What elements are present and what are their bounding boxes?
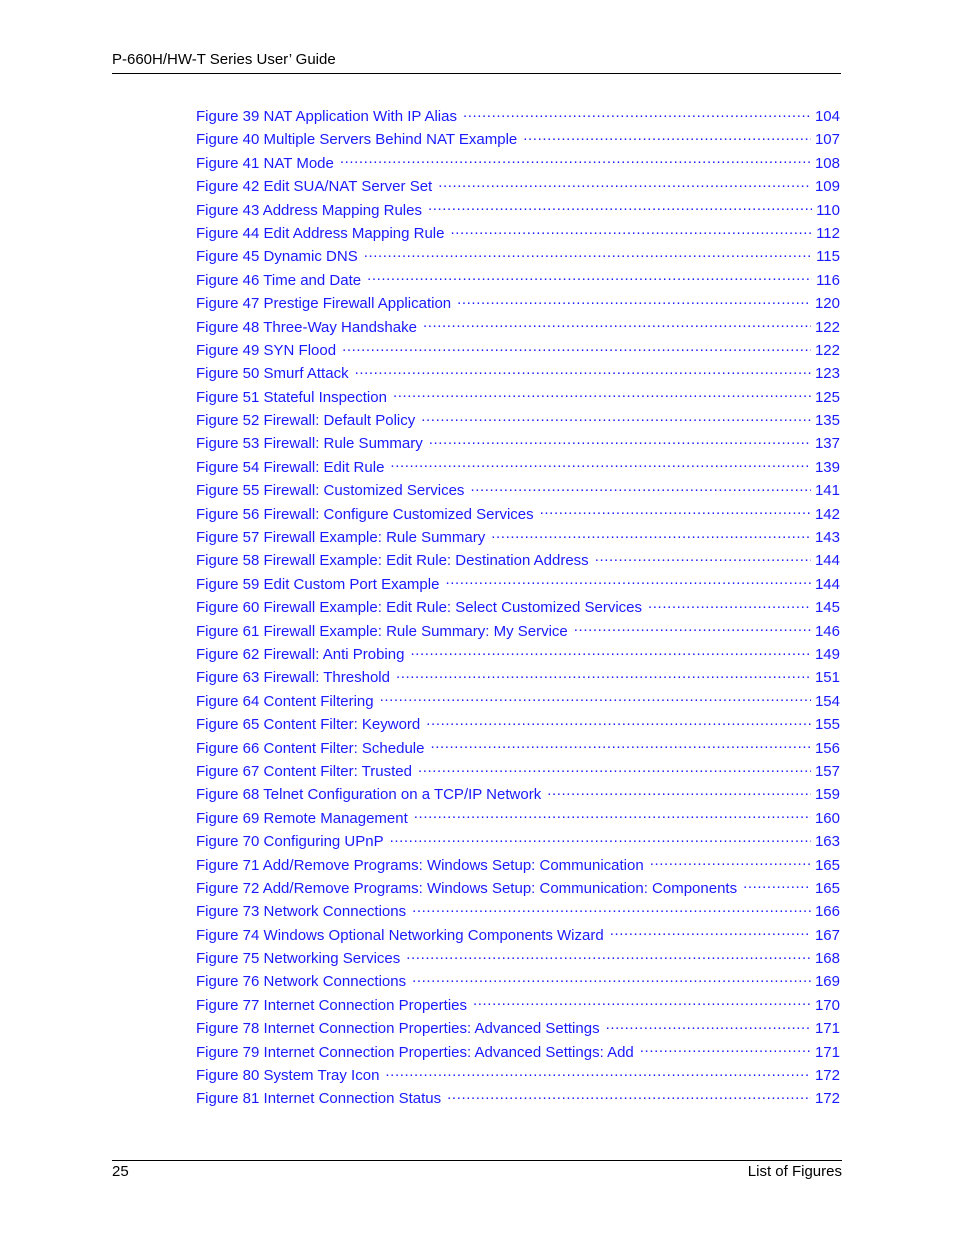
- toc-entry-title[interactable]: Figure 50 Smurf Attack: [196, 365, 349, 383]
- dot-leader: [610, 926, 811, 940]
- toc-entry-page[interactable]: 122: [814, 341, 840, 359]
- dot-leader: [640, 1043, 811, 1057]
- toc-entry-title[interactable]: Figure 42 Edit SUA/NAT Server Set: [196, 178, 433, 196]
- toc-entry-title[interactable]: Figure 77 Internet Connection Properties: [196, 996, 467, 1014]
- toc-entry-title[interactable]: Figure 43 Address Mapping Rules: [196, 201, 422, 219]
- toc-entry[interactable]: [196, 994, 840, 1017]
- toc-entry-title[interactable]: Figure 80 System Tray Icon: [196, 1067, 380, 1085]
- toc-entry-page[interactable]: 151: [814, 669, 840, 687]
- toc-entry-page[interactable]: 112: [816, 224, 840, 242]
- dot-leader: [547, 785, 811, 799]
- toc-entry-page[interactable]: 165: [814, 879, 840, 897]
- toc-entry-page[interactable]: 166: [814, 903, 840, 921]
- page-number: 25: [112, 1163, 129, 1180]
- toc-entry-page[interactable]: 169: [814, 973, 840, 991]
- toc-entry-title[interactable]: Figure 74 Windows Optional Networking Components Wizard: [196, 926, 604, 944]
- toc-entry-title[interactable]: Figure 61 Firewall Example: Rule Summary: My Service: [196, 622, 568, 640]
- toc-entry[interactable]: [196, 105, 840, 128]
- toc-entry-page[interactable]: 139: [814, 458, 840, 476]
- toc-entry-page[interactable]: 163: [814, 833, 840, 851]
- dot-leader: [426, 715, 811, 729]
- toc-entry-title[interactable]: Figure 41 NAT Mode: [196, 154, 334, 172]
- toc-entry-page[interactable]: 168: [814, 950, 840, 968]
- toc-entry[interactable]: [196, 947, 840, 970]
- toc-entry-page[interactable]: 107: [814, 131, 840, 149]
- dot-leader: [457, 294, 811, 308]
- dot-leader: [428, 201, 812, 215]
- toc-entry-title[interactable]: Figure 40 Multiple Servers Behind NAT Example: [196, 131, 518, 149]
- toc-entry-page[interactable]: 172: [814, 1090, 840, 1108]
- dot-leader: [423, 318, 811, 332]
- dot-leader: [385, 1066, 811, 1080]
- toc-entry[interactable]: [196, 386, 840, 409]
- toc-entry-title[interactable]: Figure 75 Networking Services: [196, 950, 401, 968]
- toc-entry-title[interactable]: Figure 60 Firewall Example: Edit Rule: Select Customized Services: [196, 599, 643, 617]
- toc-entry-title[interactable]: Figure 73 Network Connections: [196, 903, 407, 921]
- toc-entry-title[interactable]: Figure 44 Edit Address Mapping Rule: [196, 224, 445, 242]
- toc-entry[interactable]: [196, 199, 840, 222]
- toc-entry-page[interactable]: 160: [814, 809, 840, 827]
- dot-leader: [340, 154, 811, 168]
- toc-entry-page[interactable]: 172: [814, 1067, 840, 1085]
- toc-entry-title[interactable]: Figure 79 Internet Connection Properties: Advanced Settings: Add: [196, 1043, 634, 1061]
- toc-entry-page[interactable]: 109: [814, 178, 840, 196]
- toc-entry-title[interactable]: Figure 49 SYN Flood: [196, 341, 337, 359]
- dot-leader: [491, 528, 811, 542]
- toc-entry[interactable]: [196, 503, 840, 526]
- toc-entry-page[interactable]: 165: [814, 856, 840, 874]
- section-title: List of Figures: [747, 1163, 842, 1180]
- toc-entry[interactable]: [196, 737, 840, 760]
- toc-entry[interactable]: [196, 620, 840, 643]
- page-header: [112, 51, 841, 74]
- toc-entry-title[interactable]: Figure 59 Edit Custom Port Example: [196, 575, 440, 593]
- dot-leader: [342, 341, 811, 355]
- toc-entry-page[interactable]: 123: [814, 365, 840, 383]
- toc-entry[interactable]: [196, 1064, 840, 1087]
- dot-leader: [367, 271, 812, 285]
- toc-entry[interactable]: [196, 269, 840, 292]
- toc-entry[interactable]: [196, 970, 840, 993]
- toc-entry-page[interactable]: 159: [814, 786, 840, 804]
- toc-entry-title[interactable]: Figure 66 Content Filter: Schedule: [196, 739, 425, 757]
- dot-leader: [393, 388, 811, 402]
- toc-entry-title[interactable]: Figure 47 Prestige Firewall Application: [196, 295, 452, 313]
- dot-leader: [438, 177, 811, 191]
- toc-entry-page[interactable]: 104: [814, 108, 840, 125]
- toc-entry-page[interactable]: 145: [814, 599, 840, 617]
- dot-leader: [648, 598, 811, 612]
- dot-leader: [410, 645, 811, 659]
- toc-entry[interactable]: [196, 643, 840, 666]
- dot-leader: [447, 1089, 811, 1103]
- toc-entry[interactable]: [196, 292, 840, 315]
- toc-entry[interactable]: [196, 316, 840, 339]
- toc-entry[interactable]: [196, 1017, 840, 1040]
- toc-entry[interactable]: [196, 432, 840, 455]
- toc-entry-title[interactable]: Figure 53 Firewall: Rule Summary: [196, 435, 423, 453]
- dot-leader: [380, 692, 811, 706]
- toc-entry-page[interactable]: 154: [814, 692, 840, 710]
- toc-entry[interactable]: [196, 596, 840, 619]
- toc-entry[interactable]: [196, 783, 840, 806]
- toc-entry-page[interactable]: 141: [814, 482, 840, 500]
- toc-entry-title[interactable]: Figure 81 Internet Connection Status: [196, 1090, 442, 1108]
- dot-leader: [421, 411, 811, 425]
- toc-entry-title[interactable]: Figure 64 Content Filtering: [196, 692, 374, 710]
- toc-entry[interactable]: [196, 690, 840, 713]
- toc-entry-title[interactable]: Figure 78 Internet Connection Properties: Advanced Settings: [196, 1020, 600, 1038]
- toc-entry[interactable]: [196, 807, 840, 830]
- toc-entry-page[interactable]: 156: [814, 739, 840, 757]
- toc-entry[interactable]: [196, 456, 840, 479]
- toc-entry-title[interactable]: Figure 57 Firewall Example: Rule Summary: [196, 529, 486, 547]
- dot-leader: [743, 879, 811, 893]
- toc-entry[interactable]: [196, 222, 840, 245]
- toc-entry[interactable]: [196, 339, 840, 362]
- toc-entry[interactable]: [196, 1041, 840, 1064]
- toc-entry[interactable]: [196, 760, 840, 783]
- dot-leader: [540, 505, 811, 519]
- dot-leader: [406, 949, 811, 963]
- toc-entry[interactable]: [196, 877, 840, 900]
- dot-leader: [429, 434, 811, 448]
- dot-leader: [390, 832, 811, 846]
- toc-entry-title[interactable]: Figure 76 Network Connections: [196, 973, 407, 991]
- toc-entry-title[interactable]: Figure 48 Three-Way Handshake: [196, 318, 417, 336]
- dot-leader: [418, 762, 811, 776]
- toc-entry[interactable]: [196, 479, 840, 502]
- toc-entry-page[interactable]: 144: [814, 552, 840, 570]
- toc-entry-title[interactable]: Figure 69 Remote Management: [196, 809, 408, 827]
- dot-leader: [450, 224, 812, 238]
- toc-entry-title[interactable]: Figure 58 Firewall Example: Edit Rule: Destination Address: [196, 552, 589, 570]
- dot-leader: [523, 130, 811, 144]
- toc-entry-title[interactable]: Figure 67 Content Filter: Trusted: [196, 762, 412, 780]
- toc-entry-title[interactable]: Figure 68 Telnet Configuration on a TCP/IP Network: [196, 786, 542, 804]
- dot-leader: [473, 996, 811, 1010]
- toc-entry-page[interactable]: 125: [814, 388, 840, 406]
- toc-entry-title[interactable]: Figure 62 Firewall: Anti Probing: [196, 645, 405, 663]
- toc-entry-title[interactable]: Figure 63 Firewall: Threshold: [196, 669, 390, 687]
- dot-leader: [445, 575, 811, 589]
- dot-leader: [606, 1019, 811, 1033]
- toc-entry[interactable]: [196, 573, 840, 596]
- toc-entry[interactable]: [196, 549, 840, 572]
- toc-entry-page[interactable]: 146: [814, 622, 840, 640]
- dot-leader: [355, 364, 811, 378]
- toc-entry[interactable]: [196, 128, 840, 151]
- toc-entry[interactable]: [196, 175, 840, 198]
- toc-entry[interactable]: [196, 362, 840, 385]
- toc-entry-page[interactable]: 167: [814, 926, 840, 944]
- dot-leader: [463, 107, 811, 121]
- toc-entry-page[interactable]: 122: [814, 318, 840, 336]
- toc-entry-page[interactable]: 110: [816, 201, 840, 219]
- toc-entry[interactable]: [196, 1087, 840, 1110]
- toc-entry-page[interactable]: 137: [814, 435, 840, 453]
- toc-entry-page[interactable]: 144: [814, 575, 840, 593]
- document-title: P-660H/HW-T Series User’ Guide: [112, 51, 336, 68]
- toc-entry-title[interactable]: Figure 45 Dynamic DNS: [196, 248, 358, 266]
- toc-entry-title[interactable]: Figure 65 Content Filter: Keyword: [196, 716, 421, 734]
- toc-entry[interactable]: [196, 409, 840, 432]
- toc-entry-title[interactable]: Figure 70 Configuring UPnP: [196, 833, 384, 851]
- toc-entry-page[interactable]: 143: [814, 529, 840, 547]
- toc-entry-page[interactable]: 120: [814, 295, 840, 313]
- toc-entry-page[interactable]: 142: [814, 505, 840, 523]
- toc-entry-title[interactable]: Figure 46 Time and Date: [196, 271, 362, 289]
- toc-entry[interactable]: [196, 666, 840, 689]
- toc-entry-title[interactable]: Figure 52 Firewall: Default Policy: [196, 412, 416, 430]
- toc-entry[interactable]: [196, 830, 840, 853]
- toc-entry-title[interactable]: Figure 39 NAT Application With IP Alias: [196, 108, 457, 125]
- toc-entry-page[interactable]: 116: [816, 271, 840, 289]
- dot-leader: [390, 458, 811, 472]
- dot-leader: [412, 902, 811, 916]
- toc-entry-page[interactable]: 157: [814, 762, 840, 780]
- toc-entry-title[interactable]: Figure 72 Add/Remove Programs: Windows Setup: Communication: Components: [196, 879, 738, 897]
- dot-leader: [430, 739, 811, 753]
- toc-entry-page[interactable]: 170: [814, 996, 840, 1014]
- toc-entry[interactable]: [196, 713, 840, 736]
- toc-entry-page[interactable]: 171: [814, 1043, 840, 1061]
- dot-leader: [470, 481, 811, 495]
- dot-leader: [595, 551, 811, 565]
- dot-leader: [396, 668, 811, 682]
- page-footer: [112, 1160, 842, 1181]
- list-of-figures: [196, 105, 840, 1111]
- toc-entry[interactable]: [196, 152, 840, 175]
- dot-leader: [364, 247, 812, 261]
- toc-entry-page[interactable]: 115: [816, 248, 840, 266]
- dot-leader: [650, 856, 811, 870]
- toc-entry-page[interactable]: 149: [814, 645, 840, 663]
- toc-entry-title[interactable]: Figure 55 Firewall: Customized Services: [196, 482, 465, 500]
- toc-entry-page[interactable]: 108: [814, 154, 840, 172]
- dot-leader: [574, 622, 811, 636]
- toc-entry[interactable]: [196, 900, 840, 923]
- toc-entry-page[interactable]: 171: [814, 1020, 840, 1038]
- toc-entry[interactable]: [196, 245, 840, 268]
- toc-entry[interactable]: [196, 854, 840, 877]
- toc-entry-title[interactable]: Figure 71 Add/Remove Programs: Windows Setup: Communication: [196, 856, 644, 874]
- toc-entry[interactable]: [196, 526, 840, 549]
- toc-entry[interactable]: [196, 924, 840, 947]
- toc-entry-title[interactable]: Figure 54 Firewall: Edit Rule: [196, 458, 385, 476]
- toc-entry-title[interactable]: Figure 56 Firewall: Configure Customized Services: [196, 505, 534, 523]
- dot-leader: [414, 809, 811, 823]
- dot-leader: [412, 972, 811, 986]
- toc-entry-page[interactable]: 135: [814, 412, 840, 430]
- toc-entry-title[interactable]: Figure 51 Stateful Inspection: [196, 388, 387, 406]
- toc-entry-page[interactable]: 155: [814, 716, 840, 734]
